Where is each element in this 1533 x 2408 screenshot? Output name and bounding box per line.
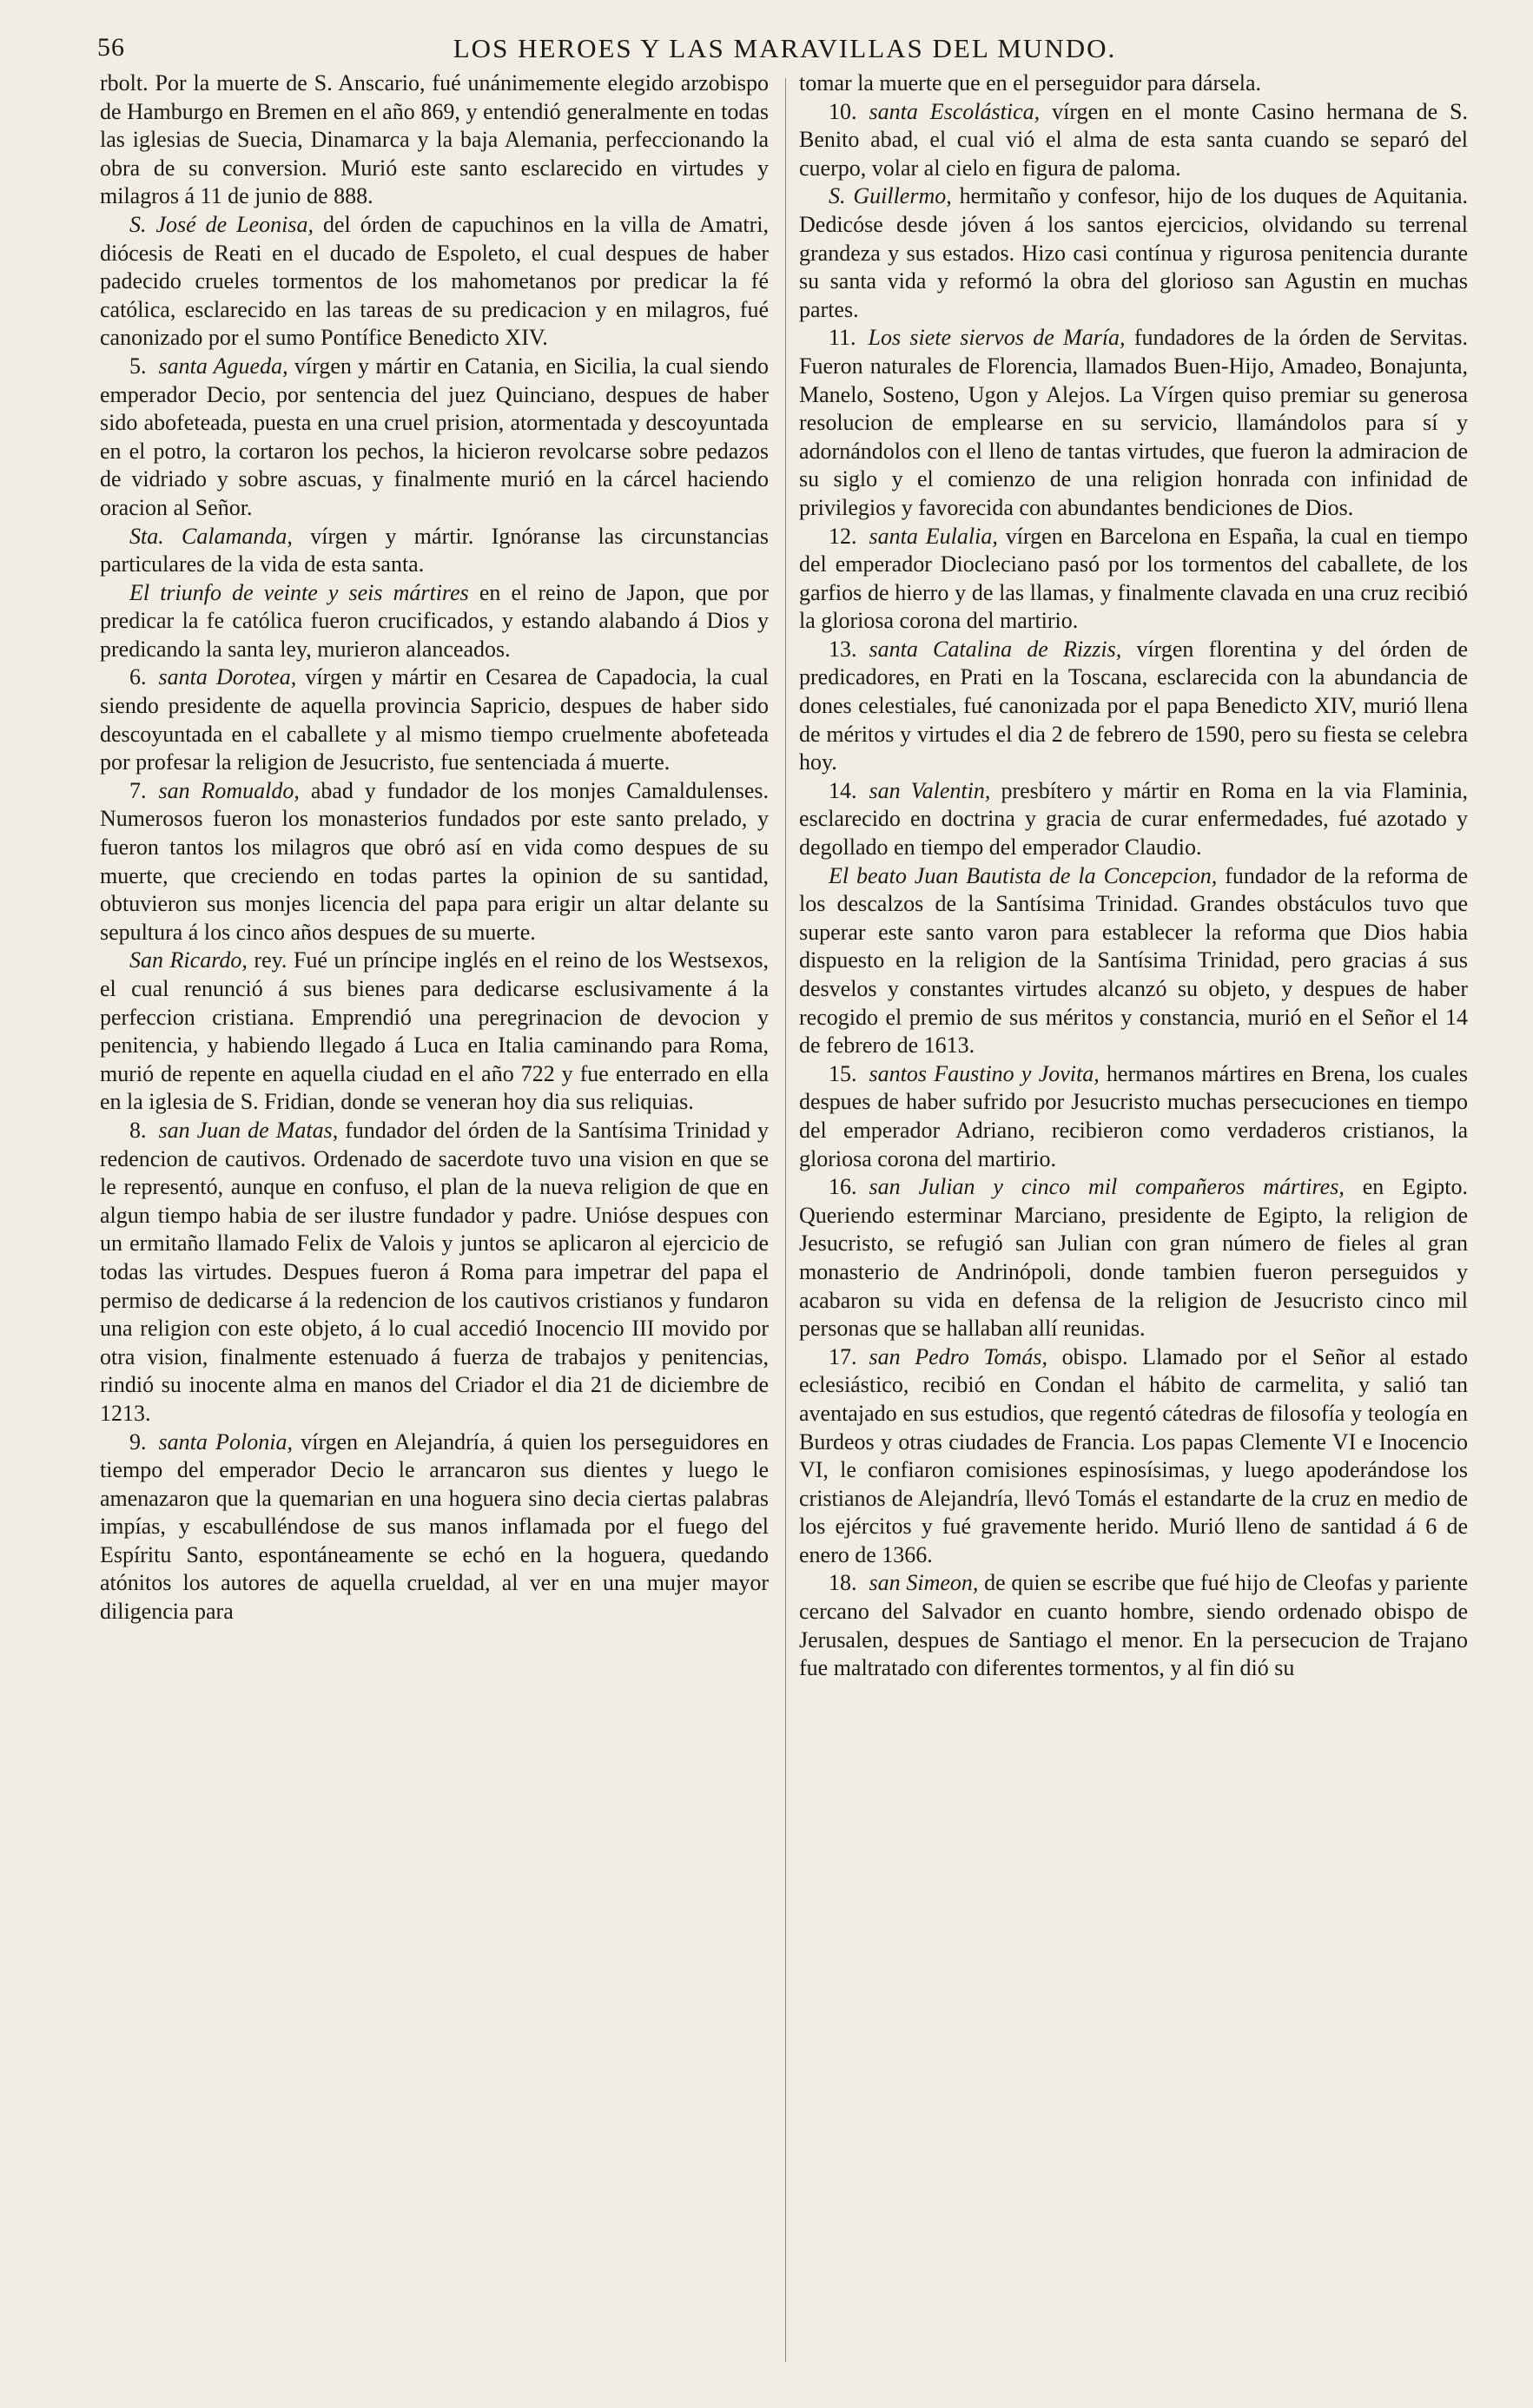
- entry-text: presbítero y mártir en Roma en la via Flaminia, esclarecido en doctrina y gracia de curar enfermedades, fué azotado y degollado en tiempo del emperador Claudio.: [799, 777, 1468, 861]
- saint-name: santa Dorotea,: [158, 664, 297, 690]
- day-number: 7.: [129, 777, 147, 803]
- calendar-entry: [799, 182, 1468, 324]
- entry-text: fundador de la reforma de los descalzos de la Santísima Trinidad. Grandes obstáculos tuvo que superar este santo varon para establecer la reforma que Dios habia dispuesto en la religion de la Santísima Trinidad, pero gracias á sus desvelos y constantes virtudes alcanzó su objeto, y despues de haber recogido el premio de sus méritos y constancia, murió en el Señor el 14 de febrero de 1613.: [799, 862, 1468, 1059]
- calendar-entry: [100, 663, 769, 776]
- entry-text: vírgen en Alejandría, á quien los perseguidores en tiempo del emperador Decio le arrancaron sus dientes y luego le amenazaron que la quemarian en una hoguera sino decia ciertas palabras impías, y escabulléndose de sus manos inflamada por el fuego del Espíritu Santo, espontáneamente se echó en la hoguera, quedando atónitos los autores de aquella crueldad, al ver en una mujer mayor diligencia para: [100, 1428, 769, 1625]
- entry-text: vírgen en el monte Casino hermana de S. Benito abad, el cual vió el alma de esta santa cuando se separó del cuerpo, volar al cielo en figura de paloma.: [799, 98, 1468, 181]
- calendar-entry: [100, 1117, 769, 1428]
- entry-text: del órden de capuchinos en la villa de Amatri, diócesis de Reati en el ducado de Espoleto, el cual despues de haber padecido crueles tormentos de los mahometanos por predicar la fé católica, esclarecido en las tareas de su predicacion y en milagros, fué canonizado por el sumo Pontífice Benedicto XIV.: [100, 211, 769, 351]
- entry-text: abad y fundador de los monjes Camaldulenses. Numerosos fueron los monasterios fundados por este santo prelado, y fueron tantos los milagros que obró así en vida como despues de su muerte, que creciendo en todas partes la opinion de su santidad, obtuvieron sus monjes licencia del papa para erigir un altar delante su sepultura á los cinco años despues de su muerte.: [100, 777, 769, 945]
- saint-name: Sta. Calamanda,: [129, 523, 293, 549]
- calendar-entry: [100, 353, 769, 523]
- entry-text: vírgen y mártir. Ignóranse las circunstancias particulares de la vida de esta santa.: [100, 523, 769, 577]
- page-number: 56: [97, 33, 125, 62]
- entry-text: vírgen y mártir en Cesarea de Capadocia, la cual siendo presidente de aquella provincia Sapricio, despues de haber sido descoyuntada en el caballete y al mismo tiempo cruelmente abofeteada por profesar la religion de Jesucristo, fue sentenciada á muerte.: [100, 664, 769, 775]
- day-number: 8.: [129, 1117, 147, 1143]
- day-number: 12.: [829, 523, 857, 549]
- entry-text: vírgen y mártir en Catania, en Sicilia, la cual siendo emperador Decio, por sentencia del juez Quinciano, despues de haber sido abofeteada, puesta en una cruel prision, atormentada y descoyuntada en el potro, la cortaron los pechos, la hicieron revolcarse sobre pedazos de vidriado y sobre ascuas, y finalmente murió en la cárcel haciendo oracion al Señor.: [100, 353, 769, 520]
- day-number: 18.: [829, 1570, 857, 1596]
- calendar-entry: [799, 777, 1468, 862]
- entry-text: fundador del órden de la Santísima Trinidad y redencion de cautivos. Ordenado de sacerdote tuvo una vision en que se le representó, aunque en confuso, el plan de la nueva religion de que en algun tiempo habia de ser ilustre fundador y padre. Unióse despues con un ermitaño llamado Felix de Valois y juntos se aplicaron al ejercicio de todas las virtudes. Despues fueron á Roma para impetrar del papa el permiso de dedicarse á la redencion de los cautivos cristianos y fundaron una religion con este objeto, á lo cual accedió Inocencio III movido por otra vision, finalmente estenuado á fuerza de trabajos y penitencias, rindió su inocente alma en manos del Criador el dia 21 de diciembre de 1213.: [100, 1117, 769, 1426]
- calendar-entry: [799, 1060, 1468, 1173]
- right-column: [799, 69, 1468, 2362]
- saint-name: san Pedro Tomás,: [869, 1343, 1047, 1369]
- running-title: LOS HEROES Y LAS MARAVILLAS DEL MUNDO.: [453, 33, 1117, 63]
- day-number: 5.: [129, 353, 147, 379]
- entry-text: rey. Fué un príncipe inglés en el reino de los Westsexos, el cual renunció á sus bienes para dedicarse esclusivamente á la perfeccion cristiana. Emprendió una peregrinacion de devocion y penitencia, y habiendo llegado á Luca en Italia caminando para Roma, murió de repente en aquella ciudad en el año 722 y fue enterrado en ella en la iglesia de S. Fridian, donde se veneran hoy dia sus reliquias.: [100, 947, 769, 1115]
- entry-text: fundadores de la órden de Servitas. Fueron naturales de Florencia, llamados Buen-Hijo, Amadeo, Bonajunta, Manelo, Sosteno, Ugon y Alejos. La Vírgen quiso premiar su generosa resolucion de emplearse en su servicio, llamándolos para sí y adornándolos con el lleno de tantas virtudes, que fueron la admiracion de su siglo y el comienzo de una religion honrada con infinidad de privilegios y favorecida con abundantes bendiciones de Dios.: [799, 325, 1468, 520]
- saint-name: S. Guillermo,: [829, 183, 952, 209]
- entry-text: hermitaño y confesor, hijo de los duques de Aquitania. Dedicóse desde jóven á los santos ejercicios, olvidando su terrenal grandeza y sus estados. Hizo casi contínua y rigurosa penitencia durante su santa vida y reformó la obra del glorioso san Agustin en muchas partes.: [799, 183, 1468, 322]
- entry-text: de quien se escribe que fué hijo de Cleofas y pariente cercano del Salvador en cuanto hombre, siendo ordenado obispo de Jerusalen, despues de Santiago el menor. En la persecucion de Trajano fue maltratado con diferentes tormentos, y al fin dió su: [799, 1570, 1468, 1681]
- saint-name: santa Agueda,: [158, 353, 288, 379]
- saint-name: Los siete siervos de María,: [868, 325, 1126, 351]
- saint-name: san Romualdo,: [158, 777, 300, 803]
- calendar-entry: [100, 69, 769, 211]
- page-header: [97, 33, 1472, 68]
- saint-name: San Ricardo,: [129, 947, 248, 973]
- calendar-entry: [100, 1428, 769, 1626]
- calendar-entry: [799, 1569, 1468, 1682]
- entry-text: obispo. Llamado por el Señor al estado eclesiástico, recibió en Condan el hábito de carmelita, y salió tan aventajado en sus estudios, que regentó cátedras de filosofía y teología en Burdeos y otras ciudades de Francia. Los papas Clemente VI e Inocencio VI, le confiaron comisiones espinosísimas, y luego apoderándose los cristianos de Alejandría, llevó Tomás el estandarte de la cruz en medio de los ejércitos y fué gravemente herido. Murió lleno de santidad á 6 de enero de 1366.: [799, 1343, 1468, 1567]
- calendar-entry: [799, 1173, 1468, 1343]
- calendar-entry: [799, 324, 1468, 522]
- day-number: 16.: [829, 1174, 857, 1200]
- calendar-entry: [799, 523, 1468, 636]
- day-number: 14.: [829, 777, 857, 803]
- calendar-entry: [799, 1343, 1468, 1570]
- saint-name: santa Polonia,: [158, 1428, 293, 1455]
- saint-name: El triunfo de veinte y seis mártires: [129, 579, 469, 605]
- day-number: 13.: [829, 636, 857, 662]
- day-number: 9.: [129, 1428, 147, 1455]
- day-number: 17.: [829, 1343, 857, 1369]
- calendar-entry: [799, 69, 1468, 98]
- day-number: 10.: [829, 98, 857, 124]
- entry-text: en Egipto. Queriendo esterminar Marciano, presidente de Egipto, la religion de Jesucristo, se refugió san Julian con gran número de fieles al gran monasterio de Andrinópoli, donde tambien fueron perseguidos y acabaron su vida en defensa de la religion de Jesucristo cinco mil personas que se hallaban allí reunidas.: [799, 1174, 1468, 1342]
- saint-name: san Simeon,: [869, 1570, 979, 1596]
- entry-text: vírgen florentina y del órden de predicadores, en Prati en la Toscana, esclarecida con la abundancia de dones celestiales, fué canonizada por el papa Benedicto XIV, murió llena de méritos y virtudes el dia 2 de febrero de 1590, pero su fiesta se celebra hoy.: [799, 636, 1468, 775]
- saint-name: san Juan de Matas,: [158, 1117, 339, 1143]
- calendar-entry: [799, 636, 1468, 777]
- day-number: 15.: [829, 1060, 857, 1086]
- saint-name: san Julian y cinco mil compañeros mártires,: [869, 1174, 1345, 1200]
- day-number: 11.: [829, 325, 856, 351]
- left-column: [100, 69, 769, 2362]
- calendar-entry: [100, 777, 769, 947]
- saint-name: santos Faustino y Jovita,: [869, 1060, 1100, 1086]
- column-divider: [785, 78, 786, 2362]
- entry-text: hermanos mártires en Brena, los cuales despues de haber sufrido por Jesucristo muchas persecuciones en tiempo del emperador Adriano, recibieron como verdaderos cristianos, la gloriosa corona del martirio.: [799, 1060, 1468, 1171]
- entry-text: tomar la muerte que en el perseguidor para dársela.: [799, 70, 1262, 96]
- calendar-entry: [799, 98, 1468, 183]
- saint-name: santa Eulalia,: [869, 523, 998, 549]
- entry-text: vírgen en Barcelona en España, la cual en tiempo del emperador Diocleciano pasó por los tormentos del caballete, de los garfios de hierro y de las llamas, y finalmente clavada en una cruz recibió la gloriosa corona del martirio.: [799, 523, 1468, 634]
- entry-text: en el reino de Japon, que por predicar la fe católica fueron crucificados, y estando alabando á Dios y predicando la santa ley, murieron alanceados.: [100, 579, 769, 662]
- saint-name: san Valentin,: [869, 777, 991, 803]
- calendar-entry: [100, 579, 769, 664]
- saint-name: El beato Juan Bautista de la Concepcion,: [829, 862, 1218, 888]
- calendar-entry: [100, 211, 769, 353]
- day-number: 6.: [129, 664, 147, 690]
- calendar-entry: [100, 947, 769, 1117]
- calendar-entry: [100, 523, 769, 579]
- saint-name: santa Escolástica,: [869, 98, 1041, 124]
- calendar-entry: [799, 862, 1468, 1060]
- entry-text: rbolt. Por la muerte de S. Anscario, fué unánimemente elegido arzobispo de Hamburgo en Bremen en el año 869, y entendió generalmente en todas las iglesias de Suecia, Dinamarca y la baja Alemania, perfeccionando la obra de su conversion. Murió este santo esclarecido en virtudes y milagros á 11 de junio de 888.: [100, 70, 769, 209]
- saint-name: S. José de Leonisa,: [129, 211, 314, 237]
- saint-name: santa Catalina de Rizzis,: [869, 636, 1122, 662]
